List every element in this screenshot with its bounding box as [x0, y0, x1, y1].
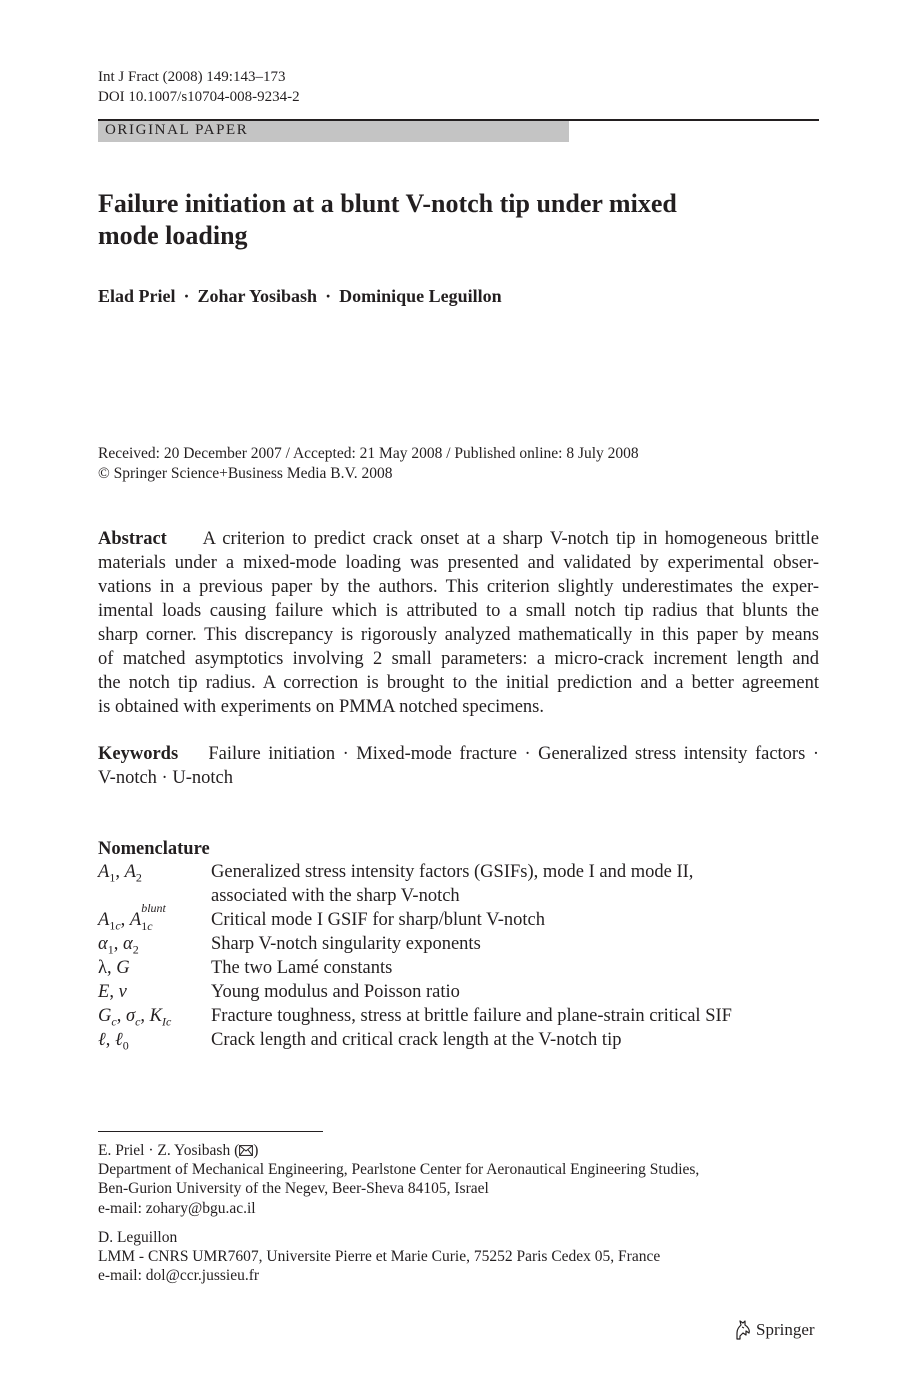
keywords-line: [98, 742, 819, 766]
abstract-line: of matched asymptotics involving 2 small parameters: a micro-crack increment length and: [98, 649, 819, 669]
affiliation-email[interactable]: e-mail: dol@ccr.jussieu.fr: [98, 1267, 260, 1284]
nomenclature-definition: associated with the sharp V-notch: [211, 886, 460, 906]
affiliation-email[interactable]: e-mail: zohary@bgu.ac.il: [98, 1200, 256, 1217]
nomenclature-definition: Generalized stress intensity factors (GSIFs), mode I and mode II,: [211, 862, 694, 882]
doi-line[interactable]: DOI 10.1007/s10704-008-9234-2: [98, 89, 300, 105]
abstract-line: vations in a previous paper by the authors. This criterion slightly underestimates the exper-: [98, 577, 819, 597]
journal-citation: Int J Fract (2008) 149:143–173: [98, 69, 286, 85]
publisher-name: Springer: [756, 1320, 815, 1339]
nomenclature-symbol: λ, G: [98, 958, 130, 978]
nomenclature-symbol: ℓ, ℓ$_0$: [98, 1030, 129, 1053]
abstract-line: the notch tip radius. A correction is brought to the initial prediction and a better agreement: [98, 673, 819, 693]
affiliation-author-names: E. Priel · Z. Yosibash (: [98, 1142, 240, 1159]
envelope-icon: [239, 1142, 253, 1162]
springer-horse-icon: [733, 1319, 753, 1341]
affiliation-department: LMM - CNRS UMR7607, Universite Pierre et Marie Curie, 75252 Paris Cedex 05, France: [98, 1248, 661, 1265]
affiliation-close-paren: ): [253, 1142, 259, 1159]
nomenclature-symbol: $A_{1c}$, A blunt 1c: [98, 901, 166, 933]
nomenclature-definition: The two Lamé constants: [211, 958, 393, 978]
paper-title: [98, 188, 778, 252]
author-separator: ·: [325, 286, 332, 306]
nomenclature-symbol: $\alpha_1$, $\alpha_2$: [98, 934, 139, 957]
abstract-line: imental loads causing failure which is attributed to a small notch tip radius that blunts the: [98, 601, 819, 621]
footnote-rule: [98, 1131, 323, 1132]
article-type-label: ORIGINAL PAPER: [105, 122, 249, 138]
keywords-label: Keywords: [98, 744, 179, 764]
publisher-logo: [733, 1318, 815, 1342]
abstract-text: A criterion to predict crack onset at a sharp V-notch tip in homogeneous brittle: [202, 529, 820, 549]
nomenclature-definition: Sharp V-notch singularity exponents: [211, 934, 481, 954]
affiliation-authors: [98, 1141, 258, 1162]
abstract-line: [98, 527, 819, 551]
title-line-1: Failure initiation at a blunt V-notch tip under mixed: [98, 189, 677, 218]
nomenclature-heading: Nomenclature: [98, 839, 210, 859]
abstract-section: [98, 527, 819, 719]
affiliation-department: Department of Mechanical Engineering, Pearlstone Center for Aeronautical Engineering Studies,: [98, 1161, 700, 1178]
nomenclature-definition: Young modulus and Poisson ratio: [211, 982, 460, 1002]
affiliation-department: Ben-Gurion University of the Negev, Beer-Sheva 84105, Israel: [98, 1180, 489, 1197]
author-name: Dominique Leguillon: [339, 286, 502, 306]
keywords-section: [98, 742, 819, 790]
keywords-text: Failure initiation · Mixed-mode fracture · Generalized stress intensity factors ·: [208, 744, 819, 764]
nomenclature-symbol: $G_c$, $\sigma_c$, $K_{Ic}$: [98, 1006, 172, 1029]
keywords-line: V-notch · U-notch: [98, 768, 233, 788]
abstract-label: Abstract: [98, 529, 167, 549]
nomenclature-definition: Crack length and critical crack length at the V-notch tip: [211, 1030, 622, 1050]
author-name: Zohar Yosibash: [197, 286, 318, 306]
abstract-line: materials under a mixed-mode loading was presented and validated by experimental obser-: [98, 553, 819, 573]
abstract-line: sharp corner. This discrepancy is rigorously analyzed mathematically in this paper by means: [98, 625, 819, 645]
abstract-line: is obtained with experiments on PMMA notched specimens.: [98, 697, 544, 717]
nomenclature-definition: Critical mode I GSIF for sharp/blunt V-notch: [211, 910, 545, 930]
nomenclature-symbol: $A_1$, $A_2$: [98, 862, 142, 885]
nomenclature-symbol: E, ν: [98, 982, 127, 1002]
nomenclature-definition: Fracture toughness, stress at brittle failure and plane-strain critical SIF: [211, 1006, 732, 1026]
author-list: [98, 285, 502, 307]
affiliation-authors: D. Leguillon: [98, 1229, 178, 1246]
author-name: Elad Priel: [98, 286, 176, 306]
copyright-notice: © Springer Science+Business Media B.V. 2008: [98, 465, 393, 482]
author-separator: ·: [183, 286, 190, 306]
publication-dates: Received: 20 December 2007 / Accepted: 21 May 2008 / Published online: 8 July 2008: [98, 445, 639, 462]
title-line-2: mode loading: [98, 221, 248, 250]
